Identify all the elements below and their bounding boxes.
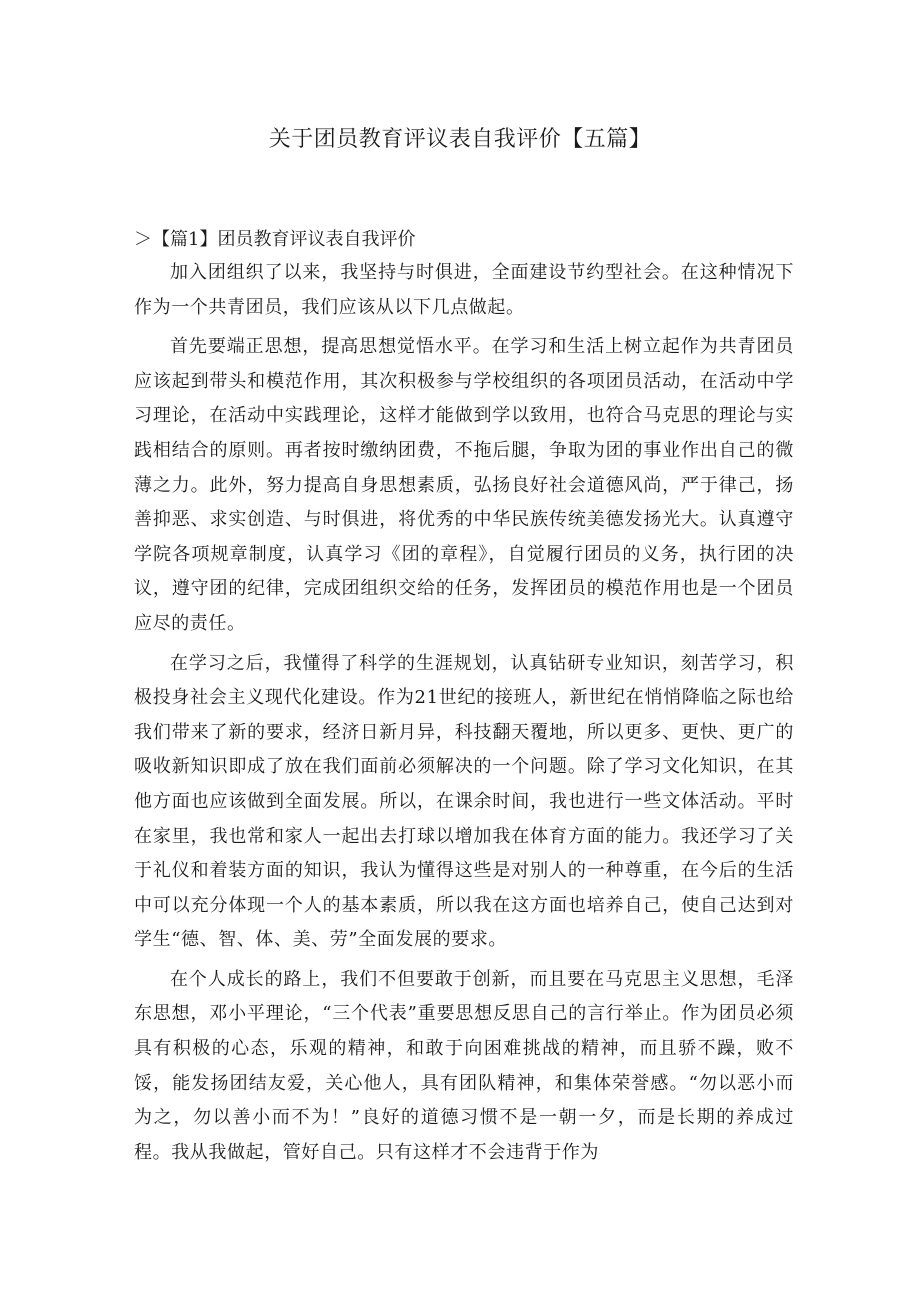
paragraph: 加入团组织了以来，我坚持与时俱进，全面建设节约型社会。在这种情况下作为一个共青团员，我们应该从以下几点做起。 <box>134 262 794 318</box>
section-heading: ＞【篇1】团员教育评议表自我评价 <box>134 229 416 250</box>
paragraph: 首先要端正思想，提高思想觉悟水平。在学习和生活上树立起作为共青团员应该起到带头和模范作用，其次积极参与学校组织的各项团员活动，在活动中学习理论，在活动中实践理论，这样才能做到学以致用，也符合马克思的理论与实践相结合的原则。再者按时缴纳团费，不拖后腿，争取为团的事业作出自己的微薄之力。此外，努力提高自身思想素质，弘扬良好社会道德风尚，严于律己，扬善抑恶、求实创造、与时俱进，将优秀的中华民族传统美德发扬光大。认真遵守学院各项规章制度，认真学习《团的章程》，自觉履行团员的义务，执行团的决议，遵守团的纪律，完成团组织交给的任务，发挥团员的模范作用也是一个团员应尽的责任。 <box>134 336 794 634</box>
paragraph: 在学习之后，我懂得了科学的生涯规划，认真钻研专业知识，刻苦学习，积极投身社会主义现代化建设。作为21世纪的接班人，新世纪在悄悄降临之际也给我们带来了新的要求，经济日新月异，科技翻天覆地，所以更多、更快、更广的吸收新知识即成了放在我们面前必须解决的一个问题。除了学习文化知识，在其他方面也应该做到全面发展。所以，在课余时间，我也进行一些文体活动。平时在家里，我也常和家人一起出去打球以增加我在体育方面的能力。我还学习了关于礼仪和着装方面的知识，我认为懂得这些是对别人的一种尊重，在今后的生活中可以充分体现一个人的基本素质，所以我在这方面也培养自己，使自己达到对学生“德、智、体、美、劳”全面发展的要求。 <box>134 652 794 951</box>
paragraph: 在个人成长的路上，我们不但要敢于创新，而且要在马克思主义思想，毛泽东思想，邓小平理论，“三个代表”重要思想反思自己的言行举止。作为团员必须具有积极的心态，乐观的精神，和敢于向困难挑战的精神，而且骄不躁，败不馁，能发扬团结友爱，关心他人，具有团队精神，和集体荣誉感。“勿以恶小而为之，勿以善小而不为！”良好的道德习惯不是一朝一夕，而是长期的养成过程。我从我做起，管好自己。只有这样才不会违背于作为 <box>134 968 794 1163</box>
document-title: 关于团员教育评议表自我评价【五篇】 <box>268 127 652 152</box>
document-body <box>134 256 794 1175</box>
